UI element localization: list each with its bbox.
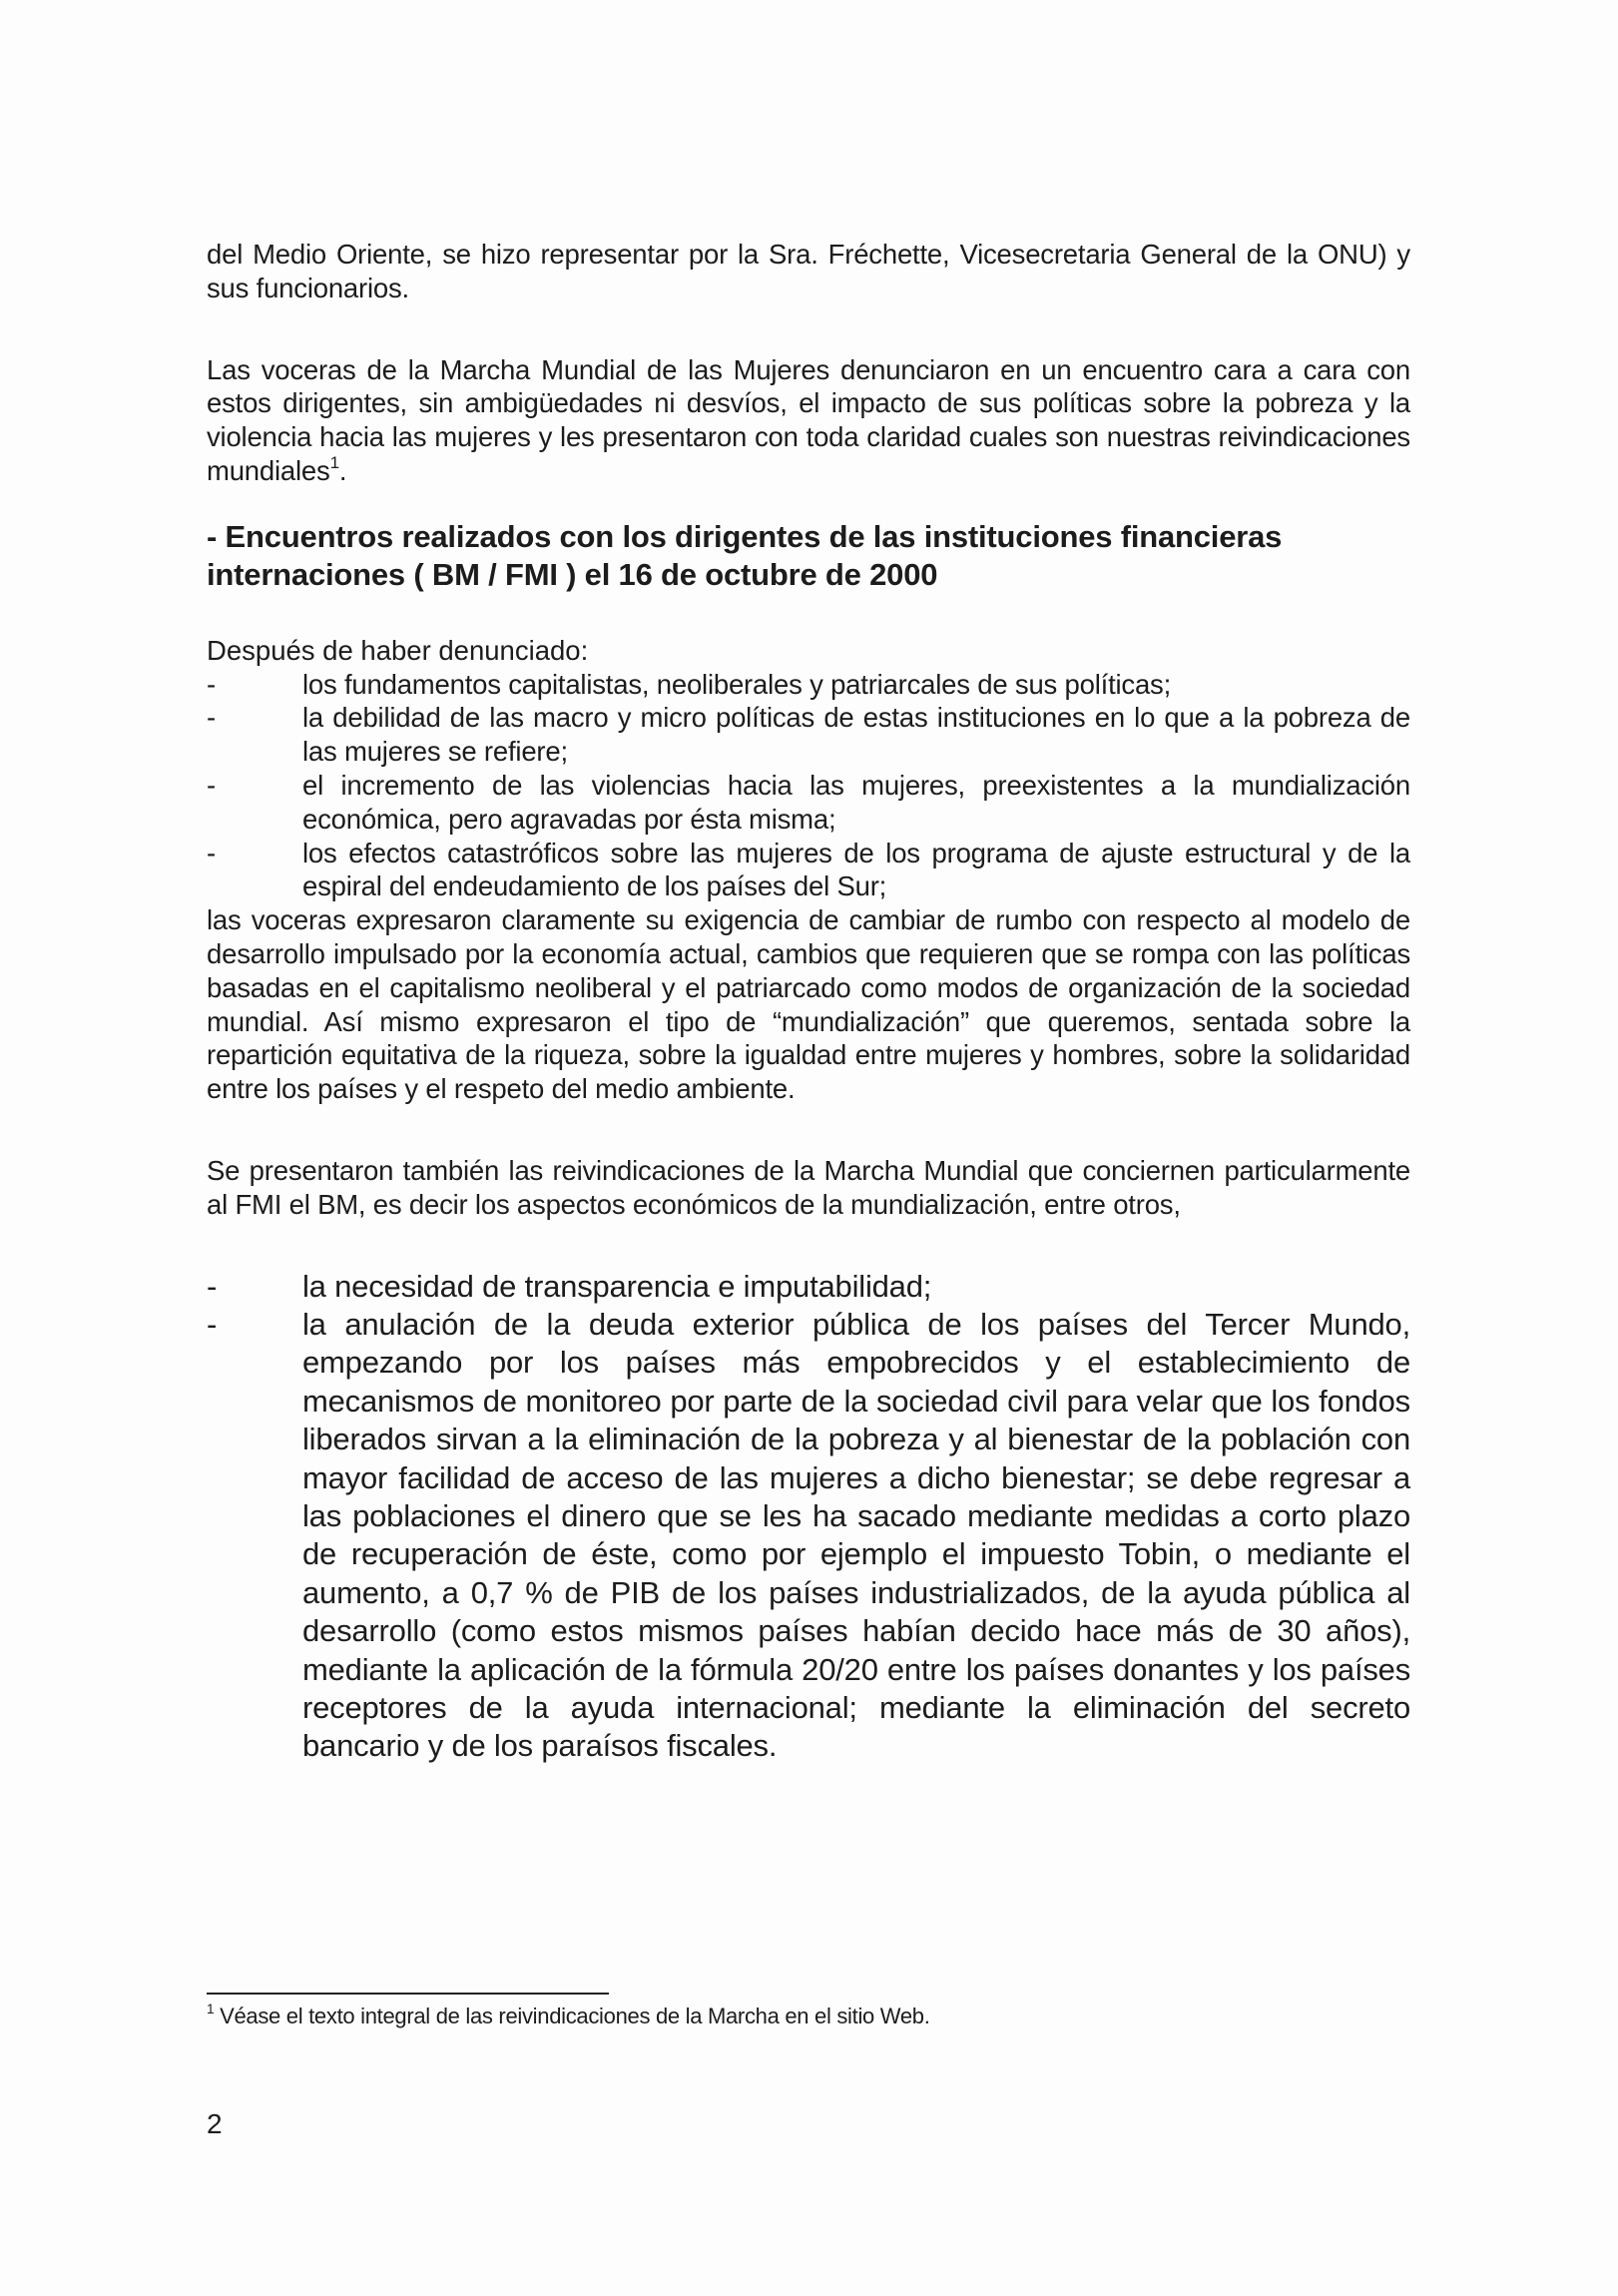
list-item — [207, 769, 1410, 837]
list-item-text: los efectos catastróficos sobre las mujeres de los programa de ajuste estructural y de la espiral del endeudamiento de los países del Sur; — [302, 837, 1410, 902]
dash-marker: - — [207, 837, 216, 868]
list-item — [207, 1268, 1410, 1306]
list-lead: Después de haber denunciado: — [207, 634, 589, 666]
list-item — [207, 701, 1410, 769]
dash-marker: - — [207, 668, 216, 700]
section-heading: - Encuentros realizados con los dirigentes de las instituciones financieras internaciones ( BM / FMI ) el 16 de octubre de 2000 — [207, 518, 1283, 592]
dash-marker: - — [207, 702, 216, 734]
paragraph-voceras-text: Las voceras de la Marcha Mundial de las Mujeres denunciaron en un encuentro cara a cara con estos dirigentes, sin ambigüedades ni desvíos, el impacto de sus políticas sobre la pobreza y la violencia hacia las mujeres y les presentaron con toda claridad cuales son nuestras reivindicaciones mundiales — [207, 353, 1410, 486]
footnote-marker: 1 — [207, 2002, 215, 2017]
footnote-reference: 1 — [329, 453, 339, 473]
dash-marker: - — [207, 1306, 218, 1342]
footnote-text: Véase el texto integral de las reivindicaciones de la Marcha en el sitio Web. — [220, 2004, 930, 2028]
list-item-text: el incremento de las violencias hacia las mujeres, preexistentes a la mundialización económica, pero agravadas por ésta misma; — [302, 769, 1410, 835]
page-body — [207, 238, 1410, 1766]
list-item-text: la anulación de la deuda exterior pública de los países del Tercer Mundo, empezando por los países más empobrecidos y el establecimiento de mecanismos de monitoreo por parte de la sociedad civil para velar que los fondos liberados sirvan a la eliminación de la pobreza y al bienestar de la población con mayor facilidad de acceso de las mujeres a dicho bienestar; se debe regresar a las poblaciones el dinero que se les ha sacado mediante medidas a corto plazo de recuperación de éste, como por ejemplo el impuesto Tobin, o mediante el aumento, a 0,7 % de PIB de los países industrializados, de la ayuda pública al desarrollo (como estos mismos países habían decido hace más de 30 años), mediante la aplicación de la fórmula 20/20 entre los países donantes y los países receptores de la ayuda internacional; mediante la eliminación del secreto bancario y de los paraísos fiscales. — [302, 1306, 1410, 1764]
footnote — [207, 2003, 930, 2030]
denounced-list — [207, 668, 1410, 904]
dash-marker: - — [207, 769, 216, 801]
footnote-separator — [207, 1993, 609, 1995]
paragraph-presentaron: Se presentaron también las reivindicaciones de la Marcha Mundial que conciernen particularmente al FMI el BM, es decir los aspectos económicos de la mundialización, entre otros, — [207, 1154, 1410, 1220]
demands-list — [207, 1268, 1410, 1766]
paragraph-exigencia: las voceras expresaron claramente su exigencia de cambiar de rumbo con respecto al modelo de desarrollo impulsado por la economía actual, cambios que requieren que se rompa con las políticas basadas en el capitalismo neoliberal y el patriarcado como modos de organización de la sociedad mundial. Así mismo expresaron el tipo de “mundialización” que queremos, sentada sobre la repartición equitativa de la riqueza, sobre la igualdad entre mujeres y hombres, sobre la solidaridad entre los países y el respeto del medio ambiente. — [207, 904, 1410, 1105]
paragraph-voceras-end: . — [338, 454, 347, 486]
paragraph-intro: del Medio Oriente, se hizo representar por la Sra. Fréchette, Vicesecretaria General de la ONU) y sus funcionarios. — [207, 239, 1410, 303]
paragraph-voceras — [207, 353, 1410, 488]
list-item-text: los fundamentos capitalistas, neoliberales y patriarcales de sus políticas; — [302, 668, 1172, 700]
list-item — [207, 1306, 1410, 1766]
dash-marker: - — [207, 1268, 218, 1304]
list-item — [207, 668, 1410, 702]
list-item-text: la necesidad de transparencia e imputabilidad; — [302, 1268, 932, 1304]
page-number: 2 — [207, 2108, 223, 2139]
list-item — [207, 837, 1410, 904]
list-item-text: la debilidad de las macro y micro políticas de estas instituciones en lo que a la pobreza de las mujeres se refiere; — [302, 702, 1410, 768]
